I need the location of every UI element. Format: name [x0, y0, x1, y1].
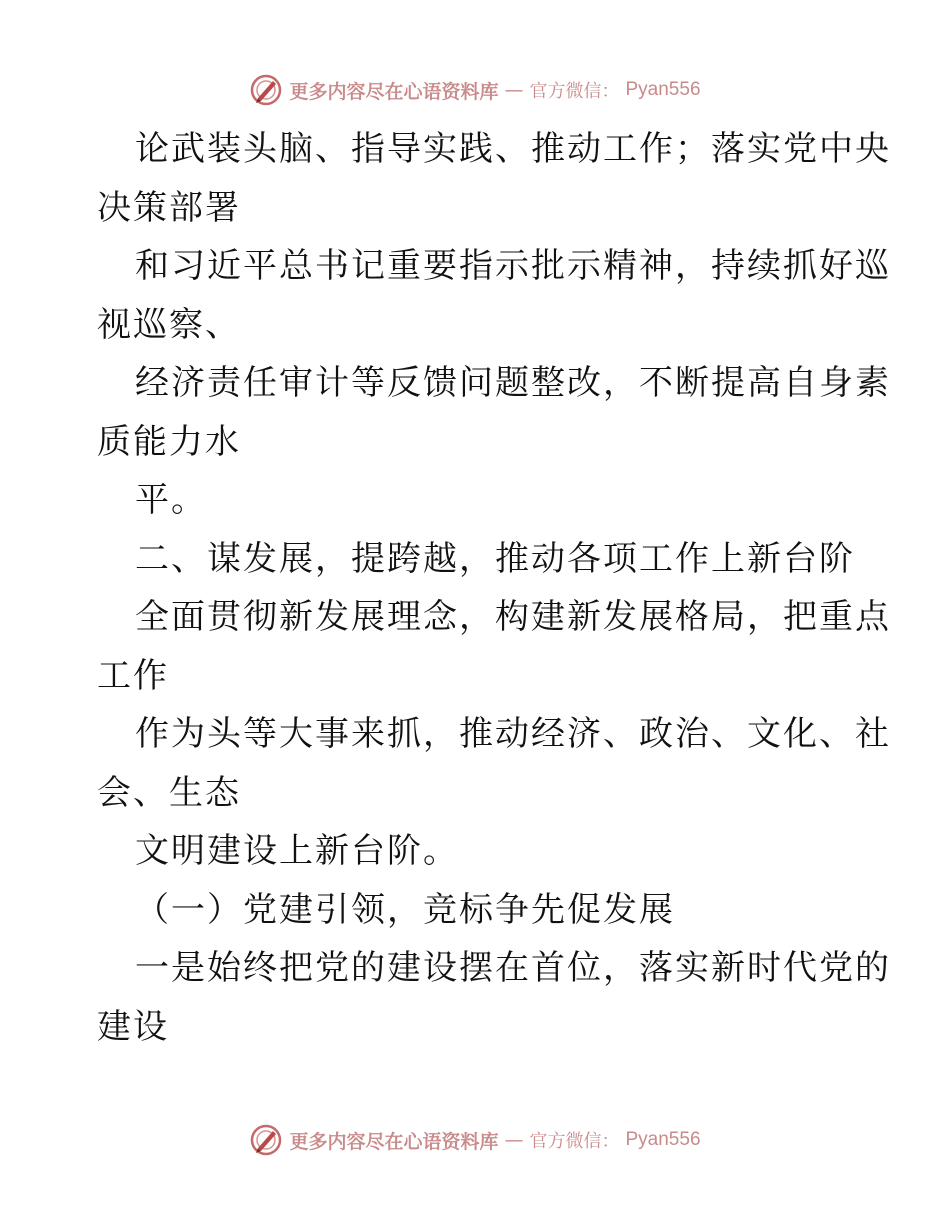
text-line: 论武装头脑、指导实践、推动工作；落实党中央: [135, 129, 891, 169]
text-line: 全面贯彻新发展理念，构建新发展格局，把重点: [135, 597, 891, 637]
watermark-sub-text: 官方微信：: [529, 1131, 620, 1152]
watermark-main-text: 更多内容尽在心语资料库: [289, 1130, 499, 1153]
text-line: 会、生态: [97, 772, 241, 813]
watermark-dash: —: [504, 79, 524, 101]
text-line: 决策部署: [97, 187, 241, 228]
text-line: 平。: [135, 480, 207, 520]
text-line: 二、谋发展，提跨越，推动各项工作上新台阶: [135, 538, 855, 579]
text-line: 质能力水: [97, 421, 241, 462]
pen-logo-icon: [249, 1123, 283, 1157]
text-line: 和习近平总书记重要指示批示精神，持续抓好巡: [135, 246, 891, 286]
text-line: 视巡察、: [97, 304, 241, 345]
text-line: （一）党建引领，竞标争先促发展: [135, 889, 675, 930]
text-line: 作为头等大事来抓，推动经济、政治、文化、社: [135, 714, 891, 754]
text-line: 工作: [97, 655, 169, 696]
text-line: 一是始终把党的建设摆在首位，落实新时代党的: [135, 948, 891, 988]
footer-watermark: [0, 1120, 950, 1160]
watermark-sub-text: 官方微信：: [529, 81, 620, 102]
watermark-main-text: 更多内容尽在心语资料库: [289, 80, 499, 103]
text-line: 经济责任审计等反馈问题整改，不断提高自身素: [135, 363, 891, 403]
document-body: [97, 120, 891, 1056]
watermark-wechat-id: Pyan556: [625, 79, 701, 100]
watermark-dash: —: [504, 1129, 524, 1151]
watermark-wechat-id: Pyan556: [625, 1129, 701, 1150]
header-watermark: [0, 70, 950, 110]
pen-logo-icon: [249, 73, 283, 107]
text-line: 文明建设上新台阶。: [135, 831, 459, 871]
text-line: 建设: [97, 1006, 169, 1047]
